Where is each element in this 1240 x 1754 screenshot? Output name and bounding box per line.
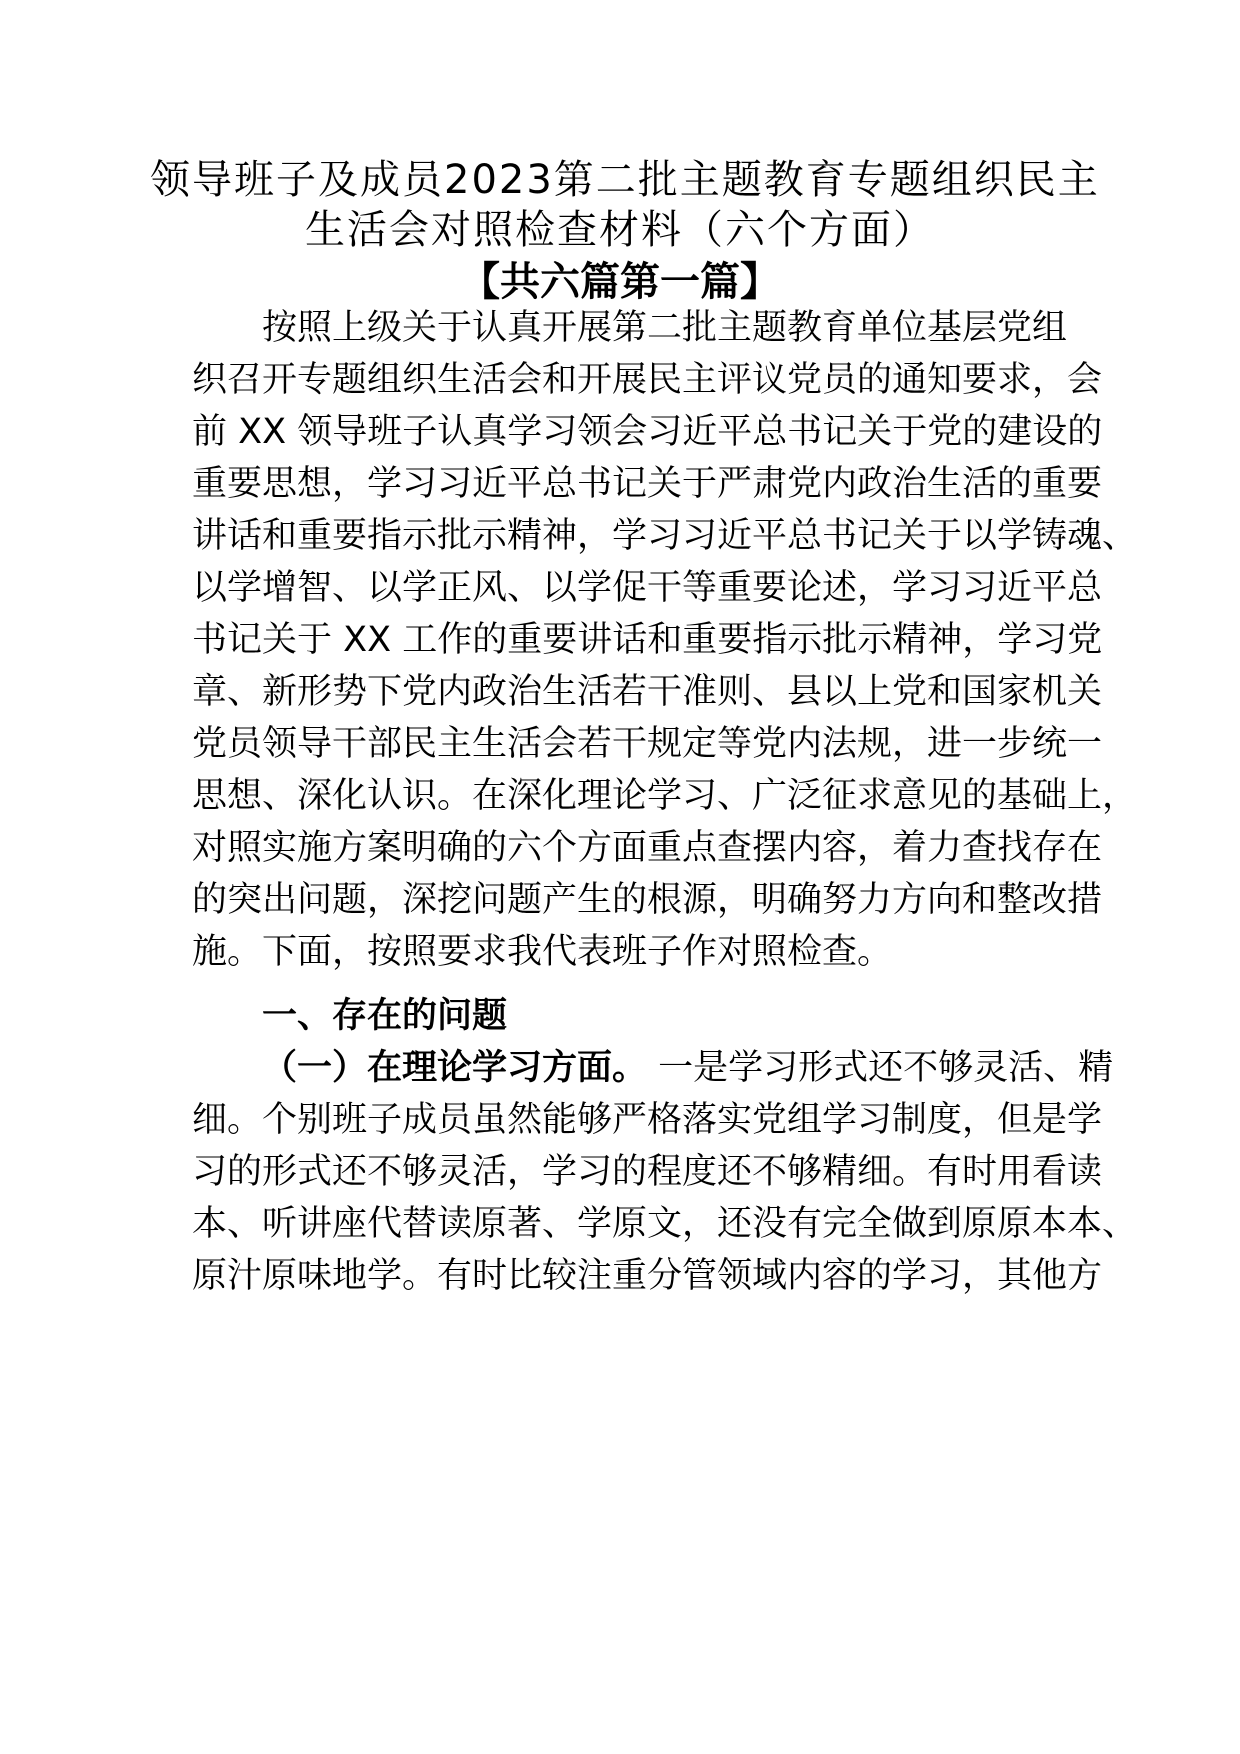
paragraph-line: 前 XX 领导班子认真学习领会习近平总书记关于党的建设的 [192, 412, 1103, 452]
subsection-first-line [262, 1048, 1113, 1088]
paragraph-line: 党员领导干部民主生活会若干规定等党内法规，进一步统一 [192, 724, 1103, 764]
paragraph-line: 细。个别班子成员虽然能够严格落实党组学习制度，但是学 [192, 1100, 1103, 1140]
paragraph-line: 思想、深化认识。在深化理论学习、广泛征求意见的基础上， [192, 776, 1138, 816]
document-subtitle: 【共六篇第一篇】 [460, 259, 780, 305]
paragraph-line: 章、新形势下党内政治生活若干准则、县以上党和国家机关 [192, 672, 1103, 712]
section-heading: 一、存在的问题 [262, 996, 508, 1036]
paragraph-line: 习的形式还不够灵活，学习的程度还不够精细。有时用看读 [192, 1152, 1103, 1192]
paragraph-line: 按照上级关于认真开展第二批主题教育单位基层党组 [262, 308, 1068, 348]
paragraph-line: 的突出问题，深挖问题产生的根源，明确努力方向和整改措 [192, 880, 1103, 920]
paragraph-line: 重要思想，学习习近平总书记关于严肃党内政治生活的重要 [192, 464, 1103, 504]
subsection-label: （一）在理论学习方面。 [262, 1048, 648, 1088]
document-title-line-1: 领导班子及成员2023第二批主题教育专题组织民主 [150, 157, 1100, 203]
paragraph-line: 织召开专题组织生活会和开展民主评议党员的通知要求，会 [192, 360, 1103, 400]
paragraph-line: 讲话和重要指示批示精神，学习习近平总书记关于以学铸魂、 [192, 516, 1138, 556]
paragraph-line: 施。下面，按照要求我代表班子作对照检查。 [192, 932, 893, 972]
paragraph-line: 原汁原味地学。有时比较注重分管领域内容的学习，其他方 [192, 1256, 1103, 1296]
document-title-line-2: 生活会对照检查材料（六个方面） [305, 207, 935, 253]
paragraph-line: 本、听讲座代替读原著、学原文，还没有完全做到原原本本、 [192, 1204, 1138, 1244]
paragraph-line: 对照实施方案明确的六个方面重点查摆内容，着力查找存在 [192, 828, 1103, 868]
subsection-first-text: 一是学习形式还不够灵活、精 [647, 1048, 1114, 1088]
paragraph-line: 以学增智、以学正风、以学促干等重要论述，学习习近平总 [192, 568, 1103, 608]
paragraph-line: 书记关于 XX 工作的重要讲话和重要指示批示精神，学习党 [192, 620, 1103, 660]
